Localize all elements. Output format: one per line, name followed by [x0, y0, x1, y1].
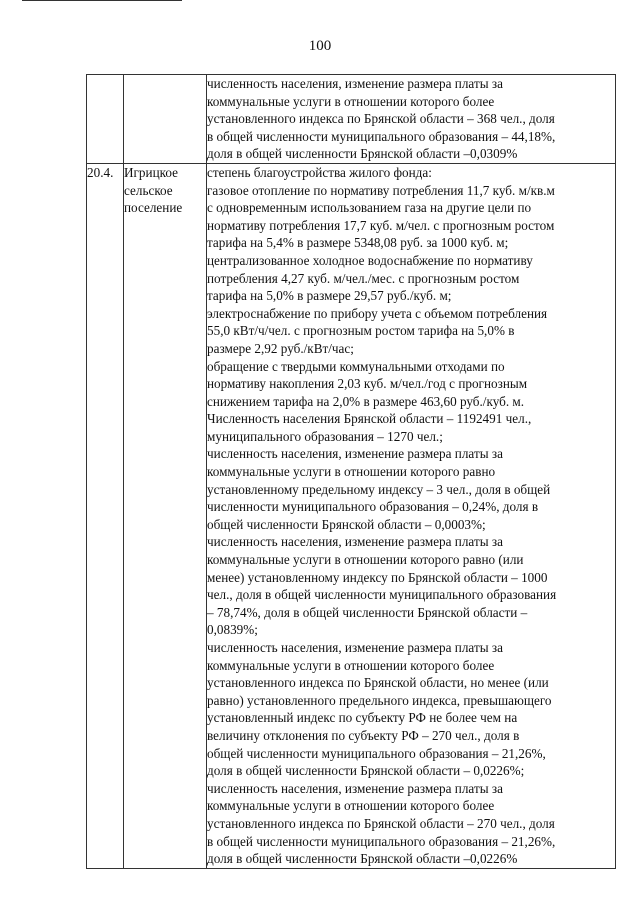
description-line: коммунальные услуги в отношении которого равно — [207, 464, 496, 480]
description-line: с одновременным использованием газа на другие цели по — [207, 200, 532, 216]
description-line: снижением тарифа на 2,0% в размере 463,60 руб./куб. м. — [207, 393, 525, 409]
description-line: коммунальные услуги в отношении которого более — [207, 93, 495, 109]
document-table — [86, 74, 616, 869]
description-line: в общей численности муниципального образования – 21,26%, — [207, 833, 556, 849]
description-line: численность населения, изменение размера платы за — [207, 76, 503, 91]
description-line: потребления 4,27 куб. м/чел./мес. с прогнозным ростом — [207, 270, 520, 286]
description-line: численность населения, изменение размера платы за — [207, 446, 503, 462]
description-line: менее) установленному индексу по Брянской области – 1000 — [207, 569, 548, 585]
description-cell — [207, 163, 616, 868]
description-line: централизованное холодное водоснабжение по нормативу — [207, 252, 533, 268]
description-line: величину отклонения по субъекту РФ – 270 чел., доля в — [207, 727, 520, 743]
description-line: установленный индекс по субъекту РФ не более чем на — [207, 710, 518, 726]
description-line: 0,0839%; — [207, 622, 258, 638]
municipality-name-line: Игрицкое — [124, 164, 178, 180]
row-number: 20.4. — [87, 164, 114, 180]
description-line: доля в общей численности Брянской области –0,0309% — [207, 146, 518, 162]
description-line: Численность населения Брянской области – 1192491 чел., — [207, 411, 532, 427]
description-line: коммунальные услуги в отношении которого более — [207, 798, 495, 814]
description-line: равно) установленного предельного индекса, превышающего — [207, 692, 552, 708]
description-line: установленного индекса по Брянской области – 368 чел., доля — [207, 111, 555, 127]
description-line: в общей численности муниципального образования – 44,18%, — [207, 128, 556, 144]
description-line: обращение с твердыми коммунальными отходами по — [207, 358, 505, 374]
description-line: численность населения, изменение размера платы за — [207, 780, 503, 796]
row-number-cell — [87, 75, 124, 164]
description-line: электроснабжение по прибору учета с объемом потребления — [207, 305, 548, 321]
description-line: муниципального образования – 1270 чел.; — [207, 428, 443, 444]
municipality-name-line: сельское — [124, 182, 173, 198]
description-line: установленного индекса по Брянской области, но менее (или — [207, 675, 549, 691]
description-line: численность населения, изменение размера платы за — [207, 640, 503, 655]
description-line: нормативу накопления 2,03 куб. м/чел./год с прогнозным — [207, 376, 528, 392]
municipality-name-cell — [124, 75, 207, 164]
municipality-name-cell — [124, 163, 207, 868]
description-cell — [207, 75, 616, 164]
description-line: чел., доля в общей численности муниципального образования — [207, 587, 557, 603]
description-line: газовое отопление по нормативу потребления 11,7 куб. м/кв.м — [207, 182, 555, 198]
municipality-name-line: поселение — [124, 200, 183, 216]
description-line: 55,0 кВт/ч/чел. с прогнозным ростом тарифа на 5,0% в — [207, 323, 515, 339]
description-line: общей численности Брянской области – 0,0003%; — [207, 516, 486, 532]
description-line: общей численности муниципального образования – 21,26%, — [207, 745, 546, 761]
header-rule — [22, 0, 182, 1]
description-line: тарифа на 5,0% в размере 29,57 руб./куб. м; — [207, 288, 452, 304]
description-line: установленного индекса по Брянской области – 270 чел., доля — [207, 815, 555, 831]
description-line: тарифа на 5,4% в размере 5348,08 руб. за 1000 куб. м; — [207, 235, 509, 251]
table-row — [87, 75, 616, 164]
description-line: коммунальные услуги в отношении которого более — [207, 657, 495, 673]
page-number: 100 — [308, 38, 332, 54]
description-line: доля в общей численности Брянской области – 0,0226%; — [207, 763, 525, 779]
description-line: – 78,74%, доля в общей численности Брянской области – — [207, 604, 528, 620]
description-line: установленному предельному индексу – 3 чел., доля в общей — [207, 481, 551, 497]
description-line: численности муниципального образования – 0,24%, доля в — [207, 499, 539, 515]
table-row — [87, 163, 616, 868]
description-line: степень благоустройства жилого фонда: — [207, 164, 432, 180]
description-line: коммунальные услуги в отношении которого равно (или — [207, 552, 524, 568]
description-line: размере 2,92 руб./кВт/час; — [207, 340, 354, 356]
description-line: нормативу потребления 17,7 куб. м/чел. с прогнозным ростом — [207, 217, 555, 233]
row-number-cell — [87, 163, 124, 868]
description-line: численность населения, изменение размера платы за — [207, 534, 503, 550]
description-line: доля в общей численности Брянской области –0,0226% — [207, 851, 518, 867]
